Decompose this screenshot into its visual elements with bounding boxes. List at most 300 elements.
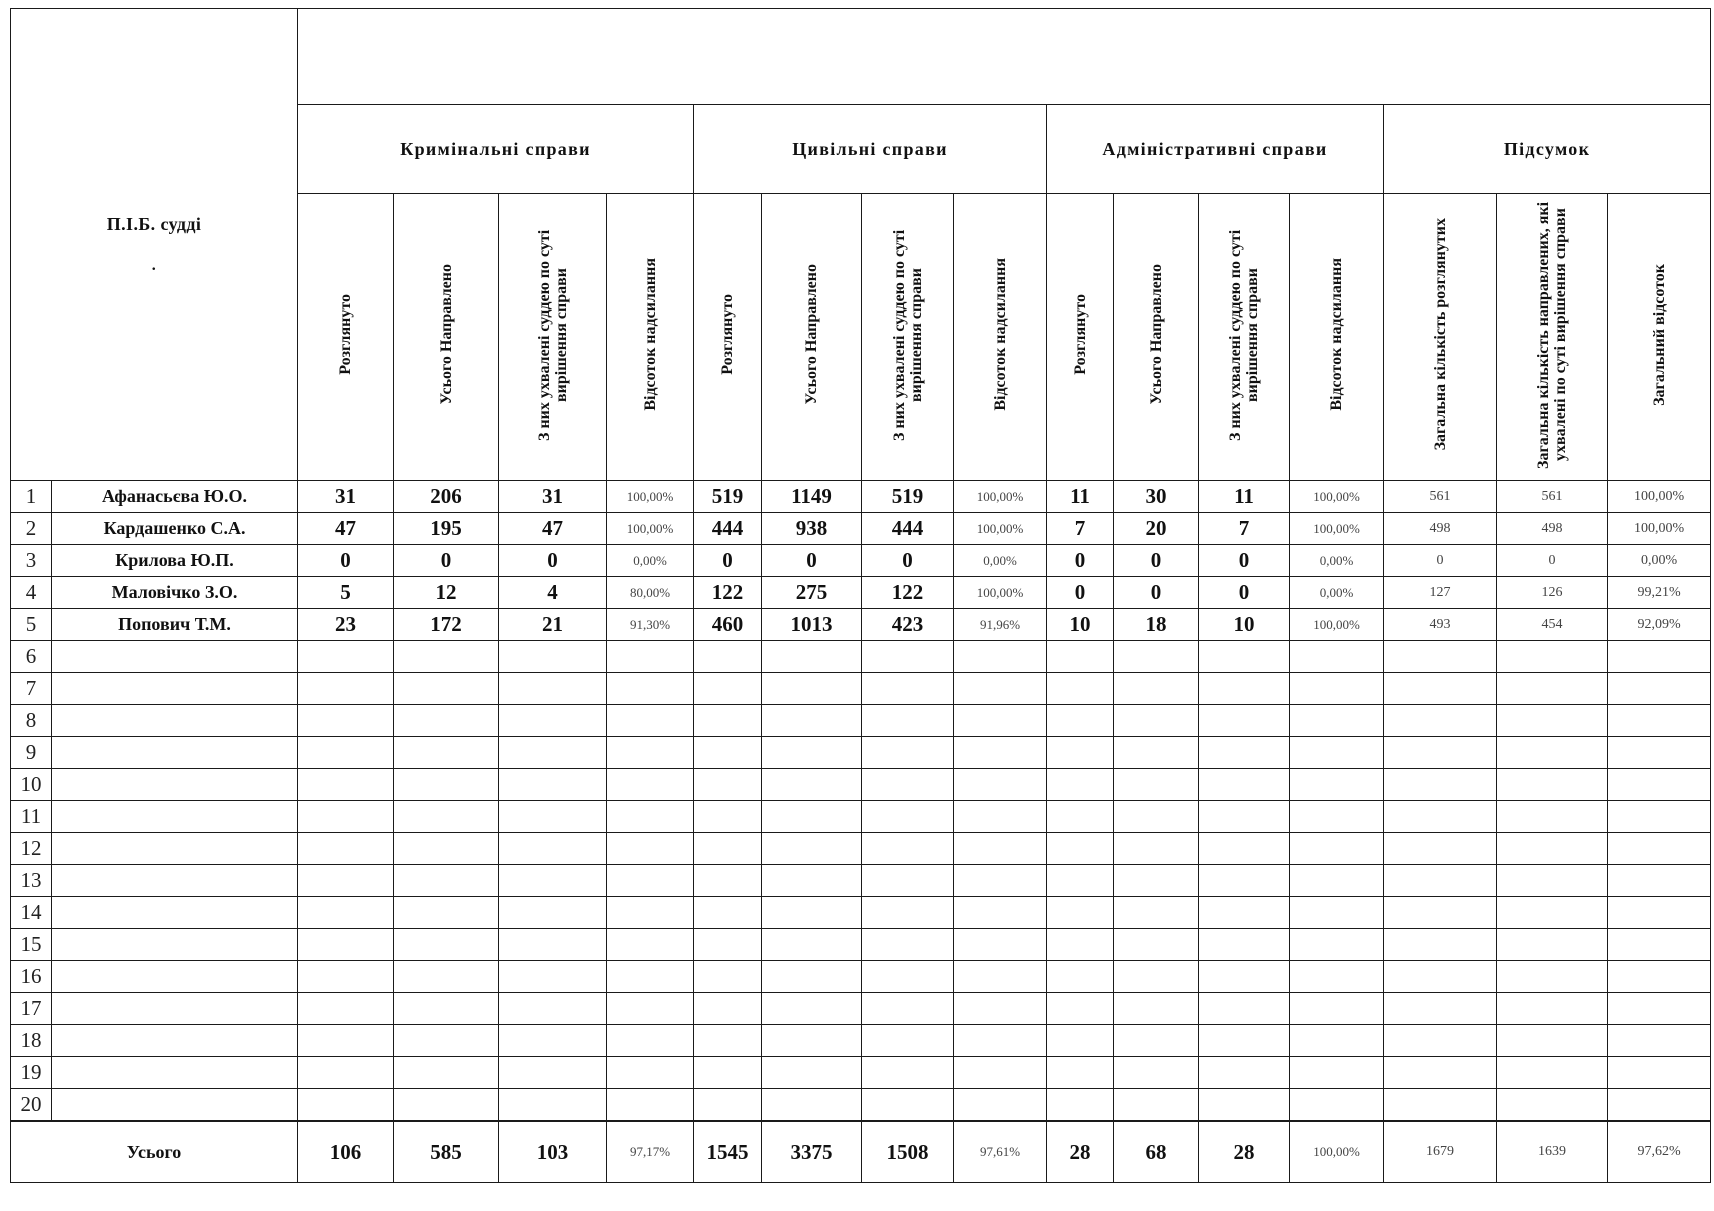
value-cell — [954, 673, 1047, 705]
value-cell — [862, 1057, 954, 1089]
value-cell — [1047, 801, 1114, 833]
value-cell: 0 — [1047, 577, 1114, 609]
value-cell: 80,00% — [607, 577, 694, 609]
row-number: 1 — [11, 481, 52, 513]
judge-name — [52, 801, 298, 833]
value-cell: 206 — [394, 481, 499, 513]
judge-name-header-mark: . — [151, 257, 157, 274]
judge-name — [52, 929, 298, 961]
value-cell — [1384, 1089, 1497, 1122]
value-cell: 0 — [298, 545, 394, 577]
judge-row — [11, 1089, 1711, 1122]
value-cell — [1047, 673, 1114, 705]
value-cell — [694, 641, 762, 673]
value-cell — [862, 961, 954, 993]
row-number: 19 — [11, 1057, 52, 1089]
judge-name — [52, 961, 298, 993]
admin-reviewed-header: Розглянуто — [1047, 194, 1114, 481]
value-cell — [1608, 833, 1711, 865]
total-cell: 97,62% — [1608, 1121, 1711, 1183]
value-cell — [394, 737, 499, 769]
value-cell — [1608, 641, 1711, 673]
value-cell: 938 — [762, 513, 862, 545]
value-cell — [862, 993, 954, 1025]
value-cell — [1497, 641, 1608, 673]
total-cell: 103 — [499, 1121, 607, 1183]
value-cell — [1199, 641, 1290, 673]
total-cell: 28 — [1047, 1121, 1114, 1183]
value-cell: 0 — [762, 545, 862, 577]
civil-sent-header: Усього Направлено — [762, 194, 862, 481]
judge-name — [52, 897, 298, 929]
value-cell — [499, 993, 607, 1025]
value-cell — [1608, 705, 1711, 737]
value-cell — [694, 801, 762, 833]
value-cell: 0 — [1384, 545, 1497, 577]
value-cell — [762, 865, 862, 897]
judge-name — [52, 993, 298, 1025]
value-cell — [762, 1025, 862, 1057]
value-cell: 10 — [1047, 609, 1114, 641]
value-cell — [1497, 897, 1608, 929]
total-cell: 1508 — [862, 1121, 954, 1183]
value-cell — [954, 769, 1047, 801]
value-cell — [1114, 1025, 1199, 1057]
value-cell — [954, 641, 1047, 673]
judge-row — [11, 1025, 1711, 1057]
value-cell: 100,00% — [1290, 609, 1384, 641]
judge-row — [11, 673, 1711, 705]
judge-row — [11, 577, 1711, 609]
value-cell — [1114, 641, 1199, 673]
value-cell — [499, 865, 607, 897]
value-cell — [1384, 865, 1497, 897]
value-cell: 493 — [1384, 609, 1497, 641]
value-cell: 47 — [499, 513, 607, 545]
value-cell — [954, 1057, 1047, 1089]
value-cell — [862, 705, 954, 737]
group-criminal-header: Кримінальні справи — [298, 105, 694, 194]
value-cell — [694, 1025, 762, 1057]
summary-reviewed-header: Загальна кількість розглянутих — [1384, 194, 1497, 481]
total-cell: 68 — [1114, 1121, 1199, 1183]
value-cell — [607, 929, 694, 961]
value-cell — [954, 993, 1047, 1025]
value-cell — [1608, 865, 1711, 897]
value-cell — [1199, 929, 1290, 961]
value-cell — [1497, 833, 1608, 865]
value-cell — [862, 769, 954, 801]
value-cell — [1290, 801, 1384, 833]
value-cell — [1497, 1025, 1608, 1057]
value-cell: 31 — [298, 481, 394, 513]
value-cell: 100,00% — [607, 481, 694, 513]
value-cell — [1608, 993, 1711, 1025]
value-cell — [694, 705, 762, 737]
value-cell: 0,00% — [1290, 577, 1384, 609]
value-cell — [298, 865, 394, 897]
row-number: 16 — [11, 961, 52, 993]
civil-decided-header: З них ухвалені суддею по суті вирішення справи — [862, 194, 954, 481]
value-cell — [862, 833, 954, 865]
value-cell: 100,00% — [954, 513, 1047, 545]
value-cell — [954, 1025, 1047, 1057]
value-cell — [607, 705, 694, 737]
value-cell — [862, 1025, 954, 1057]
value-cell — [1384, 673, 1497, 705]
row-number: 13 — [11, 865, 52, 897]
value-cell — [607, 737, 694, 769]
value-cell — [1384, 833, 1497, 865]
value-cell — [1114, 1089, 1199, 1122]
value-cell — [1114, 929, 1199, 961]
value-cell — [607, 673, 694, 705]
value-cell: 0 — [1047, 545, 1114, 577]
value-cell — [1199, 833, 1290, 865]
row-number: 5 — [11, 609, 52, 641]
value-cell — [499, 801, 607, 833]
value-cell — [1384, 993, 1497, 1025]
value-cell — [1290, 897, 1384, 929]
value-cell — [1290, 833, 1384, 865]
summary-percent-header: Загальний відсоток — [1608, 194, 1711, 481]
value-cell — [762, 801, 862, 833]
row-number: 8 — [11, 705, 52, 737]
judge-name-header — [11, 9, 298, 481]
value-cell — [394, 897, 499, 929]
value-cell: 100,00% — [1290, 513, 1384, 545]
value-cell — [694, 673, 762, 705]
value-cell: 23 — [298, 609, 394, 641]
value-cell — [862, 1089, 954, 1122]
total-cell: 100,00% — [1290, 1121, 1384, 1183]
row-number: 17 — [11, 993, 52, 1025]
judge-row — [11, 481, 1711, 513]
value-cell: 7 — [1047, 513, 1114, 545]
value-cell — [1384, 1025, 1497, 1057]
value-cell — [607, 1089, 694, 1122]
value-cell — [394, 1089, 499, 1122]
value-cell: 127 — [1384, 577, 1497, 609]
value-cell — [1290, 1089, 1384, 1122]
value-cell — [1047, 929, 1114, 961]
value-cell: 100,00% — [954, 481, 1047, 513]
judge-row — [11, 929, 1711, 961]
value-cell — [1047, 641, 1114, 673]
judge-row — [11, 897, 1711, 929]
value-cell — [607, 1057, 694, 1089]
value-cell — [1114, 961, 1199, 993]
value-cell — [1290, 865, 1384, 897]
total-cell: 106 — [298, 1121, 394, 1183]
value-cell — [1199, 865, 1290, 897]
value-cell — [394, 801, 499, 833]
value-cell — [1114, 769, 1199, 801]
value-cell: 0 — [1199, 545, 1290, 577]
value-cell — [1047, 1089, 1114, 1122]
row-number: 15 — [11, 929, 52, 961]
total-cell: 97,17% — [607, 1121, 694, 1183]
value-cell: 0 — [694, 545, 762, 577]
value-cell — [1114, 673, 1199, 705]
value-cell — [298, 993, 394, 1025]
criminal-sent-header: Усього Направлено — [394, 194, 499, 481]
value-cell — [298, 1025, 394, 1057]
total-cell: 585 — [394, 1121, 499, 1183]
value-cell: 20 — [1114, 513, 1199, 545]
value-cell — [394, 833, 499, 865]
value-cell — [1290, 705, 1384, 737]
value-cell — [607, 833, 694, 865]
value-cell — [394, 993, 499, 1025]
value-cell — [1384, 897, 1497, 929]
value-cell: 423 — [862, 609, 954, 641]
criminal-percent-header: Відсоток надсилання — [607, 194, 694, 481]
value-cell — [954, 929, 1047, 961]
judge-row — [11, 865, 1711, 897]
value-cell — [862, 929, 954, 961]
value-cell — [694, 929, 762, 961]
judge-name — [52, 769, 298, 801]
value-cell — [694, 1089, 762, 1122]
value-cell — [1199, 769, 1290, 801]
value-cell: 195 — [394, 513, 499, 545]
value-cell — [298, 1057, 394, 1089]
judge-row — [11, 993, 1711, 1025]
judge-name — [52, 1089, 298, 1122]
value-cell — [394, 769, 499, 801]
value-cell — [1608, 1025, 1711, 1057]
value-cell — [1199, 1025, 1290, 1057]
value-cell — [762, 641, 862, 673]
value-cell — [499, 1089, 607, 1122]
judge-row — [11, 737, 1711, 769]
value-cell — [607, 641, 694, 673]
value-cell — [1290, 769, 1384, 801]
value-cell: 99,21% — [1608, 577, 1711, 609]
value-cell — [1497, 705, 1608, 737]
value-cell: 454 — [1497, 609, 1608, 641]
value-cell — [1114, 897, 1199, 929]
judge-name: Афанасьєва Ю.О. — [52, 481, 298, 513]
value-cell: 498 — [1384, 513, 1497, 545]
judge-name — [52, 833, 298, 865]
value-cell — [862, 737, 954, 769]
report-sheet — [10, 8, 1710, 1200]
value-cell — [762, 1057, 862, 1089]
judge-name — [52, 1057, 298, 1089]
value-cell — [762, 673, 862, 705]
value-cell — [862, 865, 954, 897]
value-cell — [1114, 705, 1199, 737]
value-cell — [499, 641, 607, 673]
value-cell — [862, 641, 954, 673]
value-cell — [394, 641, 499, 673]
value-cell — [1114, 993, 1199, 1025]
value-cell — [607, 769, 694, 801]
judge-row — [11, 609, 1711, 641]
value-cell: 519 — [862, 481, 954, 513]
value-cell — [1047, 705, 1114, 737]
row-number: 12 — [11, 833, 52, 865]
value-cell: 519 — [694, 481, 762, 513]
value-cell — [1290, 737, 1384, 769]
value-cell — [499, 1025, 607, 1057]
value-cell — [1608, 801, 1711, 833]
value-cell: 1013 — [762, 609, 862, 641]
value-cell — [394, 865, 499, 897]
judge-row — [11, 833, 1711, 865]
judge-name: Маловічко З.О. — [52, 577, 298, 609]
group-summary-header: Підсумок — [1384, 105, 1711, 194]
value-cell — [1290, 1025, 1384, 1057]
value-cell — [1608, 897, 1711, 929]
value-cell — [1199, 673, 1290, 705]
value-cell — [862, 801, 954, 833]
row-number: 9 — [11, 737, 52, 769]
value-cell — [954, 961, 1047, 993]
value-cell — [1114, 1057, 1199, 1089]
value-cell — [762, 929, 862, 961]
value-cell — [1290, 1057, 1384, 1089]
value-cell: 0,00% — [1608, 545, 1711, 577]
value-cell — [1114, 833, 1199, 865]
value-cell — [694, 769, 762, 801]
value-cell — [499, 833, 607, 865]
admin-sent-header: Усього Направлено — [1114, 194, 1199, 481]
value-cell: 444 — [862, 513, 954, 545]
value-cell — [1047, 993, 1114, 1025]
value-cell: 561 — [1497, 481, 1608, 513]
value-cell: 100,00% — [1608, 481, 1711, 513]
value-cell — [1047, 833, 1114, 865]
value-cell — [762, 1089, 862, 1122]
value-cell — [1290, 641, 1384, 673]
report-title-band — [298, 9, 1711, 105]
value-cell — [1608, 1057, 1711, 1089]
judge-name — [52, 673, 298, 705]
value-cell: 275 — [762, 577, 862, 609]
total-cell: 28 — [1199, 1121, 1290, 1183]
value-cell: 0,00% — [954, 545, 1047, 577]
judge-name: Кардашенко С.А. — [52, 513, 298, 545]
value-cell: 92,09% — [1608, 609, 1711, 641]
value-cell: 91,30% — [607, 609, 694, 641]
civil-reviewed-header: Розглянуто — [694, 194, 762, 481]
value-cell — [1384, 769, 1497, 801]
value-cell — [762, 897, 862, 929]
value-cell — [1047, 737, 1114, 769]
value-cell — [1497, 1089, 1608, 1122]
row-number: 3 — [11, 545, 52, 577]
value-cell — [1497, 673, 1608, 705]
value-cell: 0 — [394, 545, 499, 577]
value-cell — [1199, 737, 1290, 769]
value-cell: 126 — [1497, 577, 1608, 609]
judge-name — [52, 1025, 298, 1057]
value-cell — [298, 897, 394, 929]
value-cell — [298, 673, 394, 705]
row-number: 14 — [11, 897, 52, 929]
value-cell — [694, 865, 762, 897]
value-cell — [394, 929, 499, 961]
value-cell — [1384, 929, 1497, 961]
value-cell — [1290, 673, 1384, 705]
value-cell — [1114, 737, 1199, 769]
judge-name — [52, 641, 298, 673]
value-cell — [1047, 961, 1114, 993]
value-cell — [694, 737, 762, 769]
value-cell — [1199, 705, 1290, 737]
value-cell — [862, 897, 954, 929]
value-cell: 0 — [1114, 545, 1199, 577]
value-cell — [1497, 993, 1608, 1025]
row-number: 2 — [11, 513, 52, 545]
judges-rows — [11, 481, 1711, 1122]
value-cell — [1199, 1057, 1290, 1089]
judge-name: Попович Т.М. — [52, 609, 298, 641]
value-cell — [394, 1057, 499, 1089]
value-cell — [694, 993, 762, 1025]
value-cell: 0 — [499, 545, 607, 577]
row-number: 10 — [11, 769, 52, 801]
value-cell — [298, 961, 394, 993]
civil-percent-header: Відсоток надсилання — [954, 194, 1047, 481]
value-cell — [1608, 961, 1711, 993]
value-cell: 444 — [694, 513, 762, 545]
judge-row — [11, 513, 1711, 545]
value-cell — [954, 801, 1047, 833]
value-cell: 30 — [1114, 481, 1199, 513]
judge-name-header-label: П.І.Б. судді — [106, 214, 202, 234]
value-cell — [954, 897, 1047, 929]
value-cell — [298, 769, 394, 801]
value-cell: 122 — [694, 577, 762, 609]
value-cell — [499, 737, 607, 769]
value-cell: 5 — [298, 577, 394, 609]
value-cell — [1199, 993, 1290, 1025]
judge-row — [11, 641, 1711, 673]
value-cell — [1608, 769, 1711, 801]
judge-row — [11, 1057, 1711, 1089]
value-cell: 7 — [1199, 513, 1290, 545]
group-civil-header: Цивільні справи — [694, 105, 1047, 194]
value-cell — [607, 897, 694, 929]
value-cell: 11 — [1047, 481, 1114, 513]
row-number: 4 — [11, 577, 52, 609]
judge-row — [11, 801, 1711, 833]
value-cell — [298, 929, 394, 961]
value-cell: 100,00% — [1290, 481, 1384, 513]
value-cell: 18 — [1114, 609, 1199, 641]
value-cell — [607, 865, 694, 897]
total-row — [11, 1121, 1711, 1183]
value-cell: 0,00% — [1290, 545, 1384, 577]
value-cell: 561 — [1384, 481, 1497, 513]
judge-name — [52, 737, 298, 769]
value-cell: 11 — [1199, 481, 1290, 513]
value-cell: 0,00% — [607, 545, 694, 577]
value-cell — [762, 737, 862, 769]
judges-report-table — [10, 8, 1711, 1183]
value-cell — [762, 961, 862, 993]
value-cell — [499, 769, 607, 801]
value-cell — [394, 673, 499, 705]
value-cell: 172 — [394, 609, 499, 641]
value-cell — [607, 993, 694, 1025]
value-cell: 10 — [1199, 609, 1290, 641]
value-cell: 100,00% — [954, 577, 1047, 609]
